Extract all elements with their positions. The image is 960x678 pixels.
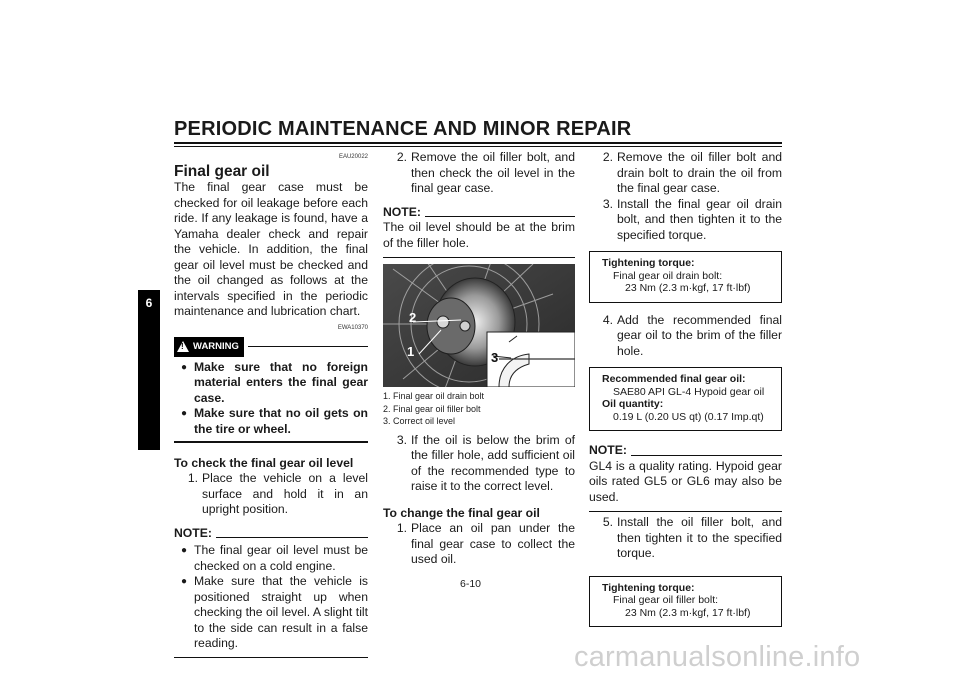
warning-item: ● Make sure that no oil gets on the tire or wheel. bbox=[174, 406, 368, 437]
warning-triangle-icon: ! bbox=[177, 341, 189, 352]
watermark: carmanualsonline.info bbox=[574, 641, 861, 673]
note-header: NOTE: bbox=[174, 526, 368, 542]
note-text: GL4 is a quality rating. Hypoid gear oils rated GL5 or GL6 may also be used. bbox=[589, 458, 782, 504]
note-header: NOTE: bbox=[589, 443, 782, 459]
warning-label: WARNING bbox=[193, 341, 239, 352]
callout-2: 2 bbox=[409, 310, 417, 325]
torque-spec-filler: Tightening torque: Final gear oil filler bolt: 23 Nm (2.3 m·kgf, 17 ft·lbf) bbox=[589, 576, 782, 628]
final-gear-photo bbox=[383, 264, 575, 387]
chapter-number: 6 bbox=[145, 296, 153, 310]
check-subheading: To check the final gear oil level bbox=[174, 455, 354, 470]
note-end-rule bbox=[383, 257, 575, 258]
warning-code: EWA10370 bbox=[337, 324, 368, 331]
bullet-icon: ● bbox=[180, 408, 188, 419]
change-step-4: 4. Add the recommended final gear oil to the brim of the filler hole. bbox=[602, 312, 782, 358]
callout-3: 3 bbox=[491, 350, 499, 365]
change-step-2: 2. Remove the oil filler bolt and drain bolt to drain the oil from the final gear case. bbox=[602, 150, 782, 195]
note-text: The oil level should be at the brim of the filler hole. bbox=[383, 220, 575, 250]
final-gear-figure bbox=[383, 264, 575, 387]
note-header: NOTE: bbox=[383, 205, 575, 221]
oil-spec-box: Recommended final gear oil: SAE80 API GL-4 Hypoid gear oil Oil quantity: 0.19 L (0.20 US qt) (0.17 Imp.qt) bbox=[589, 367, 782, 431]
figure-captions bbox=[383, 390, 575, 428]
change-subheading: To change the final gear oil bbox=[383, 505, 540, 520]
page-number: 6-10 bbox=[460, 578, 482, 590]
note-end-rule bbox=[589, 511, 782, 512]
note-item: ● The final gear oil level must be checked on a cold engine. bbox=[174, 543, 368, 574]
warning-header bbox=[174, 337, 368, 357]
caption-item: 3. Correct oil level bbox=[383, 416, 456, 426]
check-step-2: 2. Remove the oil filler bolt, and then check the oil level in the final gear case. bbox=[396, 150, 575, 195]
left-column bbox=[174, 150, 368, 658]
bullet-icon: ● bbox=[180, 576, 188, 587]
torque-spec-drain: Tightening torque: Final gear oil drain bolt: 23 Nm (2.3 m·kgf, 17 ft·lbf) bbox=[589, 251, 782, 303]
chapter-tab bbox=[138, 290, 160, 450]
header-rule bbox=[174, 142, 782, 144]
caption-item: 2. Final gear oil filler bolt bbox=[383, 403, 481, 414]
middle-column bbox=[383, 150, 575, 568]
change-step-3: 3. Install the final gear oil drain bolt, and then tighten it to the specified torque. bbox=[602, 196, 782, 242]
section-title: Final gear oil bbox=[174, 162, 270, 180]
callout-1: 1 bbox=[407, 344, 415, 359]
check-step-3: 3. If the oil is below the brim of the filler hole, add sufficient oil of the recommended type to raise it to the correct level. bbox=[396, 432, 575, 493]
section-code: EAU20022 bbox=[338, 154, 368, 160]
right-column bbox=[589, 150, 782, 627]
change-step-5: 5. Install the oil filler bolt, and then tighten it to the specified torque. bbox=[602, 515, 782, 560]
warning-list bbox=[174, 360, 368, 438]
warning-end-rule bbox=[174, 441, 368, 443]
note-end-rule bbox=[174, 657, 368, 658]
note-item: ● Make sure that the vehicle is positioned straight up when checking the oil level. A slight tilt to the side can result in a false reading. bbox=[174, 574, 368, 652]
bullet-icon: ● bbox=[180, 545, 188, 556]
intro-paragraph: The final gear case must be checked for oil leakage before each ride. If any leakage is found, have a Yamaha dealer check and repair the vehicle. In addition, the final gear oil level must be checked and the oil changed as follows at the intervals specified in the periodic maintenance and lubrication chart. bbox=[174, 180, 368, 318]
warning-item: ● Make sure that no foreign material enters the final gear case. bbox=[174, 360, 368, 407]
header-rule-thin bbox=[174, 146, 782, 147]
page-header-title: PERIODIC MAINTENANCE AND MINOR REPAIR bbox=[174, 118, 632, 140]
bullet-icon: ● bbox=[180, 361, 188, 373]
warning-badge bbox=[174, 337, 244, 357]
check-step-1: 1. Place the vehicle on a level surface and hold it in an upright position. bbox=[187, 471, 368, 516]
caption-item: 1. Final gear oil drain bolt bbox=[383, 391, 485, 401]
change-step-1: 1. Place an oil pan under the final gear case to collect the used oil. bbox=[396, 521, 575, 566]
